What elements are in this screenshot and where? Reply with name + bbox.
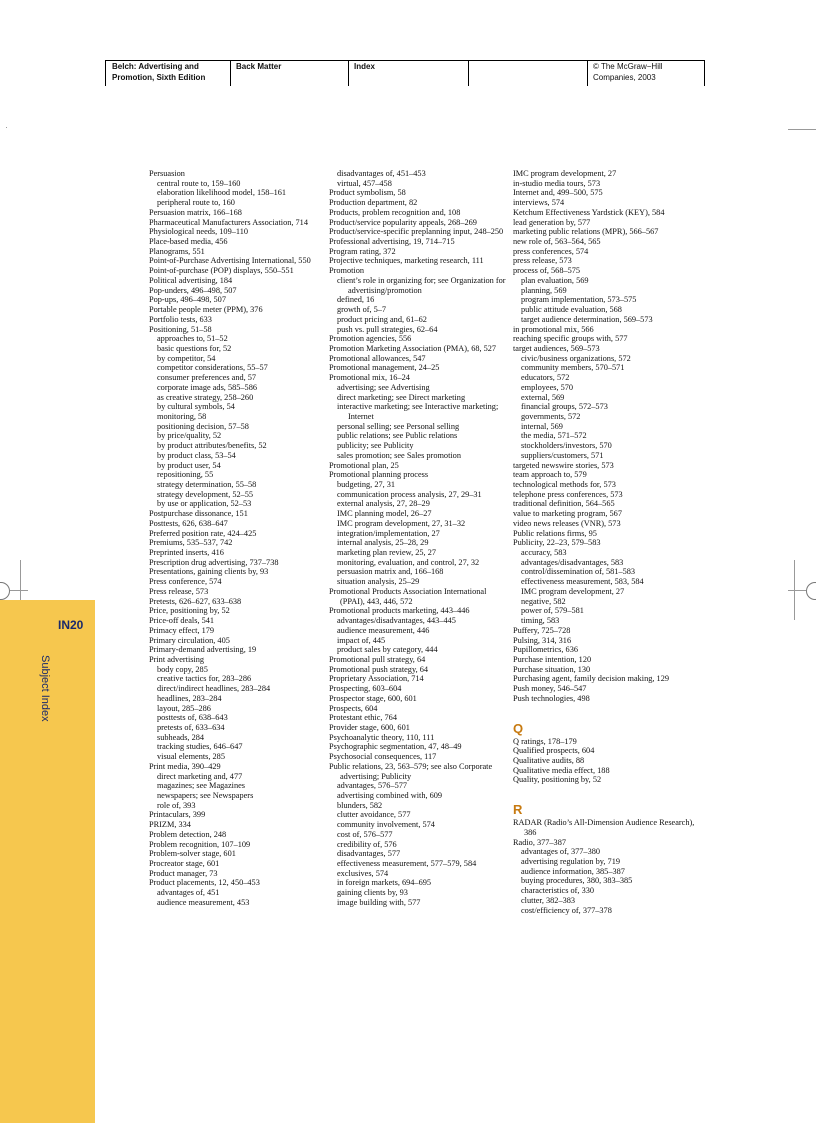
index-subentry: basic questions for, 52: [157, 343, 232, 353]
index-entry: Product manager, 73: [149, 868, 218, 878]
index-entry: Pop-ups, 496–498, 507: [149, 295, 226, 305]
crop-mark: [788, 129, 816, 130]
index-subentry: planning, 569: [521, 285, 567, 295]
index-subentry: push vs. pull strategies, 62–64: [337, 324, 438, 334]
index-subentry: negative, 582: [521, 596, 566, 606]
index-entry: Promotional push strategy, 64: [329, 664, 429, 674]
index-entry: in-studio media tours, 573: [513, 178, 601, 188]
index-entry: Qualitative audits, 88: [513, 755, 585, 765]
index-subentry: employees, 570: [521, 382, 574, 392]
index-entry: Political advertising, 184: [149, 275, 233, 285]
index-entry: Persuasion matrix, 166–168: [149, 207, 242, 217]
index-entry: Primacy effect, 179: [149, 625, 215, 635]
index-entry: traditional definition, 564–565: [513, 499, 615, 509]
index-subentry: advertising; see Advertising: [337, 382, 430, 392]
index-entry: Problem recognition, 107–109: [149, 839, 251, 849]
index-entry: Push money, 546–547: [513, 684, 587, 694]
index-entry: value to marketing program, 567: [513, 509, 622, 519]
index-entry: Planograms, 551: [149, 246, 205, 256]
index-entry: Quality, positioning by, 52: [513, 775, 602, 785]
index-subentry: community members, 570–571: [521, 363, 625, 373]
index-subentry: subheads, 284: [157, 732, 205, 742]
index-subentry: clutter, 382–383: [521, 895, 576, 905]
index-entry: Preferred position rate, 424–425: [149, 528, 257, 538]
index-entry: Premiums, 535–537, 742: [149, 538, 233, 548]
index-entry: Product placements, 12, 450–453: [149, 878, 260, 888]
index-entry: Pop-unders, 496–498, 507: [149, 285, 237, 295]
crop-mark: [10, 590, 28, 591]
index-subentry: effectiveness measurement, 583, 584: [521, 577, 644, 587]
index-entry: Pulsing, 314, 316: [513, 635, 572, 645]
index-subentry: posttests of, 638–643: [157, 713, 228, 723]
index-entry: Program rating, 372: [329, 246, 396, 256]
index-entry: in promotional mix, 566: [513, 324, 594, 334]
index-entry: video news releases (VNR), 573: [513, 518, 621, 528]
index-subentry: product pricing and, 61–62: [337, 314, 427, 324]
index-subentry: strategy development, 52–55: [157, 489, 254, 499]
page-number: IN20: [58, 618, 84, 632]
index-entry: Proprietary Association, 714: [329, 674, 424, 684]
index-entry: Public relations firms, 95: [513, 528, 597, 538]
index-subentry: impact of, 445: [337, 635, 386, 645]
index-entry: Puffery, 725–728: [513, 625, 571, 635]
index-subentry: by product user, 54: [157, 460, 221, 470]
index-entry: Production department, 82: [329, 198, 418, 208]
index-subentry: the media, 571–572: [521, 431, 587, 441]
index-subentry: characteristics of, 330: [521, 886, 595, 896]
index-subentry: advertising regulation by, 719: [521, 857, 621, 866]
index-entry: Portfolio tests, 633: [149, 314, 212, 324]
index-letter-heading: Q: [513, 720, 524, 736]
index-subentry: plan evaluation, 569: [521, 275, 589, 285]
index-subentry: governments, 572: [521, 411, 581, 421]
index-subentry: effectiveness measurement, 577–579, 584: [337, 859, 477, 869]
index-entry: Promotional pull strategy, 64: [329, 654, 426, 664]
index-subentry: audience measurement, 446: [337, 625, 430, 635]
index-subentry: situation analysis, 25–29: [337, 577, 420, 587]
index-entry: Promotion agencies, 556: [329, 334, 412, 344]
index-entry: target audiences, 569–573: [513, 343, 600, 353]
index-subentry: role of, 393: [157, 800, 196, 810]
index-entry: Ketchum Effectiveness Yardstick (KEY), 584: [513, 207, 665, 217]
index-subentry: by price/quality, 52: [157, 431, 222, 441]
index-entry: press release, 573: [513, 256, 572, 266]
index-subentry: internal analysis, 25–28, 29: [337, 538, 429, 548]
section-gap: [513, 785, 701, 802]
index-subentry: disadvantages, 577: [337, 849, 401, 859]
index-subentry: advantages, 576–577: [337, 781, 408, 791]
registration-mark: [806, 582, 816, 600]
index-entry: Pharmaceutical Manufacturers Association, 714: [149, 217, 308, 227]
crop-mark: [788, 590, 806, 591]
index-subentry: communication process analysis, 27, 29–31: [337, 489, 482, 499]
index-entry: Procreator stage, 601: [149, 859, 220, 869]
index-subentry: gaining clients by, 93: [337, 888, 408, 898]
index-subentry: magazines; see Magazines: [157, 781, 246, 791]
index-entry: Problem detection, 248: [149, 829, 227, 839]
index-subentry: as creative strategy, 258–260: [157, 392, 254, 402]
index-subentry: defined, 16: [337, 295, 375, 305]
index-entry: Posttests, 626, 638–647: [149, 518, 228, 528]
index-subentry: timing, 583: [521, 616, 560, 626]
index-entry: Primary circulation, 405: [149, 635, 230, 645]
index-subentry: sales promotion; see Sales promotion: [337, 450, 461, 460]
index-subentry: central route to, 159–160: [157, 178, 241, 188]
index-entry: Portable people meter (PPM), 376: [149, 305, 263, 315]
index-subentry: civic/business organizations, 572: [521, 353, 631, 363]
index-entry: Product/service-specific preplanning input, 248–250: [329, 227, 504, 237]
index-entry: Preprinted inserts, 416: [149, 548, 224, 558]
index-entry: Price-off deals, 541: [149, 616, 215, 626]
index-entry: technological methods for, 573: [513, 480, 616, 489]
index-entry: telephone press conferences, 573: [513, 489, 623, 499]
index-subentry: body copy, 285: [157, 664, 208, 674]
index-subentry: audience measurement, 453: [157, 897, 250, 907]
index-subentry: community involvement, 574: [337, 820, 435, 830]
header-copyright: © The McGraw−Hill Companies, 2003: [593, 62, 663, 82]
index-subentry: product sales by category, 444: [337, 645, 438, 655]
index-subentry: target audience determination, 569–573: [521, 314, 653, 324]
index-subentry: budgeting, 27, 31: [337, 480, 396, 489]
index-entry: team approach to, 579: [513, 470, 587, 480]
index-entry: Prescription drug advertising, 737–738: [149, 557, 279, 567]
index-entry: Presentations, gaining clients by, 93: [149, 567, 269, 577]
index-subentry: tracking studies, 646–647: [157, 742, 243, 752]
index-subentry: visual elements, 285: [157, 752, 225, 762]
index-subentry: advantages/disadvantages, 443–445: [337, 616, 456, 626]
index-subentry: newspapers; see Newspapers: [157, 791, 254, 800]
index-subentry: power of, 579–581: [521, 606, 584, 616]
index-entry: Prospecting, 603–604: [329, 684, 402, 694]
running-header: [105, 60, 705, 86]
index-entry: Printaculars, 399: [149, 810, 206, 820]
index-subentry: blunders, 582: [337, 800, 383, 810]
index-entry: Price, positioning by, 52: [149, 606, 230, 616]
index-subentry: positioning decision, 57–58: [157, 421, 249, 431]
index-entry: Promotional products marketing, 443–446: [329, 606, 470, 616]
index-entry: Qualitative media effect, 188: [513, 765, 610, 775]
index-subentry: internal, 569: [521, 421, 563, 431]
index-subentry: pretests of, 633–634: [157, 722, 225, 732]
index-subentry: approaches to, 51–52: [157, 334, 228, 344]
index-entry: Pupillometrics, 636: [513, 645, 578, 655]
index-entry: Product/service popularity appeals, 268–269: [329, 217, 477, 227]
index-subentry: program implementation, 573–575: [521, 295, 637, 305]
index-subentry: image building with, 577: [337, 897, 421, 907]
index-subentry: direct/indirect headlines, 283–284: [157, 684, 271, 694]
index-entry: Promotional management, 24–25: [329, 363, 440, 373]
index-subentry: direct marketing; see Direct marketing: [337, 392, 466, 402]
index-entry: Promotion: [329, 266, 365, 276]
index-subentry: by competitor, 54: [157, 353, 216, 363]
index-entry: Q ratings, 178–179: [513, 736, 577, 746]
index-subentry: accuracy, 583: [521, 548, 567, 558]
index-entry: RADAR (Radio’s All-Dimension Audience Research), 386: [513, 818, 695, 837]
index-entry: Point-of-Purchase Advertising International, 550: [149, 256, 311, 266]
index-entry: Promotional planning process: [329, 470, 429, 480]
index-subentry: clutter avoidance, 577: [337, 810, 411, 820]
index-entry: Purchase intention, 120: [513, 654, 592, 664]
index-subentry: marketing plan review, 25, 27: [337, 548, 436, 558]
index-subentry: cost of, 576–577: [337, 829, 393, 839]
index-subentry: integration/implementation, 27: [337, 528, 440, 538]
index-entry: Purchasing agent, family decision making, 129: [513, 674, 669, 684]
index-subentry: virtual, 457–458: [337, 178, 392, 188]
index-entry: Radio, 377–387: [513, 837, 567, 847]
registration-mark: [0, 582, 10, 600]
index-subentry: peripheral route to, 160: [157, 198, 235, 208]
index-entry: Promotional plan, 25: [329, 460, 399, 470]
index-subentry: repositioning, 55: [157, 470, 214, 480]
index-subentry: consumer preferences and, 57: [157, 373, 257, 383]
index-entry: lead generation by, 577: [513, 217, 591, 227]
index-subentry: elaboration likelihood model, 158–161: [157, 188, 287, 198]
index-entry: Promotional Products Association International (PPAI), 443, 446, 572: [329, 586, 487, 606]
index-entry: Projective techniques, marketing research, 111: [329, 256, 484, 266]
index-entry: Publicity, 22–23, 579–583: [513, 538, 601, 548]
index-entry: Purchase situation, 130: [513, 664, 591, 674]
header-blank: [468, 60, 574, 87]
index-subentry: buying procedures, 380, 383–385: [521, 876, 633, 886]
index-subentry: IMC planning model, 26–27: [337, 509, 432, 519]
index-entry: Product symbolism, 58: [329, 188, 406, 198]
index-subentry: creative tactics for, 283–286: [157, 674, 252, 684]
section-label: Subject Index: [39, 655, 51, 722]
index-entry: Products, problem recognition and, 108: [329, 207, 461, 217]
index-subentry: public relations; see Public relations: [337, 431, 458, 441]
index-subentry: by product attributes/benefits, 52: [157, 441, 267, 451]
index-subentry: cost/efficiency of, 377–378: [521, 905, 612, 915]
index-subentry: disadvantages of, 451–453: [337, 169, 426, 178]
index-subentry: advantages of, 451: [157, 888, 220, 898]
index-entry: interviews, 574: [513, 198, 565, 208]
index-entry: Promotion Marketing Association (PMA), 68, 527: [329, 343, 497, 353]
index-entry: Protestant ethic, 764: [329, 713, 397, 723]
index-entry: Primary-demand advertising, 19: [149, 645, 257, 655]
index-subentry: persuasion matrix and, 166–168: [337, 567, 444, 577]
index-entry: press conferences, 574: [513, 246, 589, 256]
index-entry: targeted newswire stories, 573: [513, 460, 614, 470]
index-entry: Press release, 573: [149, 586, 209, 596]
index-subentry: strategy determination, 55–58: [157, 480, 257, 489]
index-subentry: monitoring, 58: [157, 411, 207, 421]
index-entry: Press conference, 574: [149, 577, 222, 587]
index-subentry: by product class, 53–54: [157, 450, 236, 460]
index-entry: Persuasion: [149, 169, 185, 178]
index-entry: Point-of-purchase (POP) displays, 550–551: [149, 266, 294, 276]
index-entry: Professional advertising, 19, 714–715: [329, 237, 455, 247]
index-entry: Pretests, 626–627, 633–638: [149, 596, 242, 606]
index-entry: Qualified prospects, 604: [513, 746, 595, 756]
index-entry: Prospector stage, 600, 601: [329, 693, 417, 703]
index-entry: Physiological needs, 109–110: [149, 227, 249, 237]
index-subentry: external analysis, 27, 28–29: [337, 499, 430, 509]
index-entry: Prospects, 604: [329, 703, 378, 713]
index-subentry: layout, 285–286: [157, 703, 211, 713]
index-subentry: external, 569: [521, 392, 565, 402]
header-chapter: Index: [354, 62, 375, 71]
index-entry: PRIZM, 334: [149, 820, 191, 830]
index-subentry: by cultural symbols, 54: [157, 402, 235, 412]
index-subentry: advertising combined with, 609: [337, 791, 443, 800]
index-subentry: financial groups, 572–573: [521, 402, 608, 412]
index-entry: new role of, 563–564, 565: [513, 237, 601, 247]
index-subentry: control/dissemination of, 581–583: [521, 567, 636, 577]
index-subentry: IMC program development, 27: [521, 586, 625, 596]
index-entry: Place-based media, 456: [149, 237, 228, 247]
index-subentry: personal selling; see Personal selling: [337, 421, 460, 431]
index-subentry: headlines, 283–284: [157, 693, 222, 703]
index-entry: Provider stage, 600, 601: [329, 722, 410, 732]
index-subentry: suppliers/customers, 571: [521, 450, 604, 460]
index-entry: Problem-solver stage, 601: [149, 849, 236, 859]
index-subentry: IMC program development, 27, 31–32: [337, 518, 466, 528]
section-gap: [513, 704, 701, 721]
index-entry: Print advertising: [149, 654, 205, 664]
index-entry: reaching specific groups with, 577: [513, 334, 628, 344]
index-entry: Promotional mix, 16–24: [329, 373, 410, 383]
index-subentry: advantages of, 377–380: [521, 847, 601, 857]
index-subentry: direct marketing and, 477: [157, 771, 243, 781]
index-subentry: in foreign markets, 694–695: [337, 878, 432, 888]
index-entry: process of, 568–575: [513, 266, 581, 276]
index-entry: Internet and, 499–500, 575: [513, 188, 603, 198]
index-subentry: client’s role in organizing for; see Organization for advertising/promotion: [337, 275, 506, 295]
index-column-3: [513, 169, 701, 915]
index-subentry: audience information, 385–387: [521, 866, 625, 876]
index-entry: Promotional allowances, 547: [329, 353, 426, 363]
index-entry: Positioning, 51–58: [149, 324, 212, 334]
index-entry: Psychoanalytic theory, 110, 111: [329, 732, 435, 742]
index-subentry: publicity; see Publicity: [337, 441, 414, 451]
index-column-1: [149, 169, 329, 908]
index-subentry: corporate image ads, 585–586: [157, 382, 257, 392]
index-subentry: competitor considerations, 55–57: [157, 363, 268, 373]
index-subentry: advantages/disadvantages, 583: [521, 557, 624, 567]
index-subentry: educators, 572: [521, 373, 570, 383]
index-entry: Push technologies, 498: [513, 693, 590, 703]
index-entry: Postpurchase dissonance, 151: [149, 509, 248, 519]
index-subentry: exclusives, 574: [337, 868, 389, 878]
index-entry: Print media, 390–429: [149, 761, 221, 771]
index-subentry: interactive marketing; see Interactive marketing; Internet: [337, 402, 499, 421]
index-entry: IMC program development, 27: [513, 169, 617, 178]
index-entry: Public relations, 23, 563–579; see also Corporate advertising; Publicity: [329, 761, 493, 781]
header-section: Back Matter: [236, 62, 282, 71]
index-subentry: by use or application, 52–53: [157, 499, 252, 509]
index-column-2: [329, 169, 512, 908]
index-letter-heading: R: [513, 802, 523, 818]
index-entry: marketing public relations (MPR), 566–567: [513, 227, 659, 237]
index-subentry: stockholders/investors, 570: [521, 441, 612, 451]
index-subentry: credibility of, 576: [337, 839, 397, 849]
index-subentry: public attitude evaluation, 568: [521, 305, 622, 315]
index-entry: Psychographic segmentation, 47, 48–49: [329, 742, 462, 752]
index-entry: Psychosocial consequences, 117: [329, 752, 437, 762]
crop-mark: [6, 127, 7, 128]
header-book-title: Belch: Advertising and Promotion, Sixth Edition: [112, 62, 206, 82]
index-subentry: monitoring, evaluation, and control, 27, 32: [337, 557, 480, 567]
index-subentry: growth of, 5–7: [337, 305, 387, 315]
